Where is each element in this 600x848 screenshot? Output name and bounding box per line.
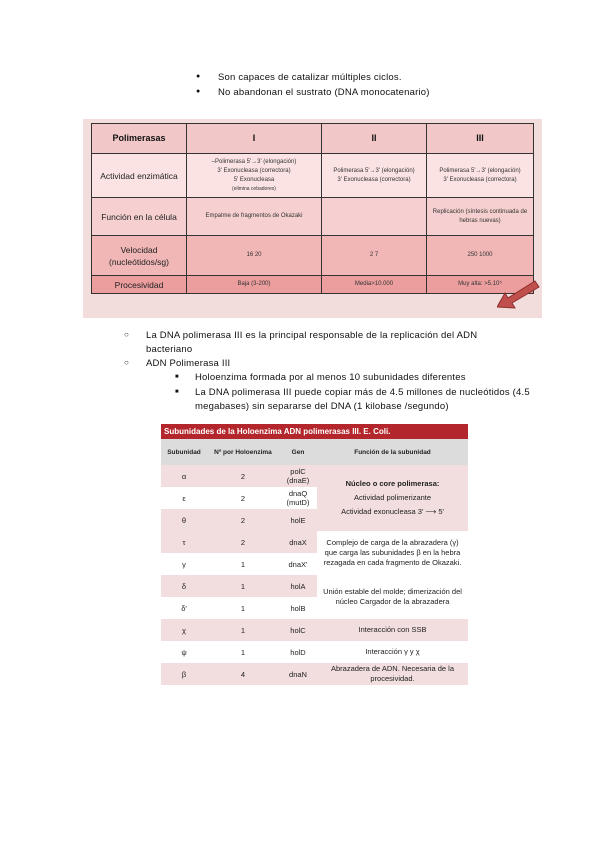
t1-cell-line: Muy alta: >5.10⁵ (458, 281, 502, 287)
t1-header-pol-i: I (187, 124, 322, 154)
t1-cell-line: 250 1000 (467, 252, 493, 258)
t1-cell (322, 236, 427, 276)
circle-item-1: ○ La DNA polimerasa III es la principal responsable de la replicación del ADN (146, 330, 477, 341)
t2-count: 1 (207, 575, 279, 597)
t1-cell (427, 236, 534, 276)
t1-cell-line: (elimina cebadores) (232, 185, 276, 192)
subunits-table-title: Subunidades de la Holoenzima ADN polimerasas III. E. Coli. (161, 424, 468, 439)
t2-subunit: α (161, 465, 207, 487)
t2-function-chi: Interacción con SSB (317, 619, 468, 641)
t1-header-pol-iii: III (427, 124, 534, 154)
t2-header-count: Nº por Holoenzima (207, 439, 279, 465)
t1-cell (322, 154, 427, 198)
t2-subunit: θ (161, 509, 207, 531)
t2-header-subunit: Subunidad (161, 439, 207, 465)
subunits-table (161, 439, 468, 685)
t1-header-label: Polimerasas (92, 124, 187, 154)
t1-row-label: Actividad enzimática (92, 154, 187, 198)
t2-subunit: τ (161, 531, 207, 553)
t2-gene: dnaQ (mutD) (279, 487, 317, 509)
t2-count: 2 (207, 487, 279, 509)
t2-gene: dnaX' (279, 553, 317, 575)
t1-cell (427, 154, 534, 198)
square-item-2-cont: megabases) sin separarse del DNA (1 kilobase /segundo) (195, 401, 449, 412)
intro-bullet-1: ● Son capaces de catalizar múltiples ciclos. (218, 72, 402, 83)
t1-cell (187, 276, 322, 294)
t1-cell-line: 3' Exonucleasa (correctora) (217, 167, 291, 174)
t2-gene: polC (dnaE) (279, 465, 317, 487)
t2-subunit: ε (161, 487, 207, 509)
t2-function-psi: Interacción γ y χ (317, 641, 468, 663)
polymerase-comparison-image (83, 119, 542, 318)
t1-header-pol-ii: II (322, 124, 427, 154)
arrow-icon (497, 279, 542, 311)
subunits-table-image (161, 424, 468, 696)
t2-gene: holE (279, 509, 317, 531)
t1-cell-line: Empalme de fragmentos de Okazaki (205, 213, 303, 219)
polymerase-comparison-table (91, 123, 534, 294)
t1-cell-line: –Polimerasa 5'→3' (elongación) (211, 158, 297, 165)
t1-cell-line: Replicación (síntesis continuada de (432, 208, 528, 215)
t1-cell-line: Polimerasa 5'→3' (elongación) (333, 167, 415, 174)
t1-row-label: Procesividad (92, 276, 187, 294)
core-title: Núcleo o core polimerasa: (345, 479, 440, 488)
t2-subunit: δ' (161, 597, 207, 619)
t1-cell (187, 236, 322, 276)
t1-cell (427, 198, 534, 236)
t2-subunit: χ (161, 619, 207, 641)
t2-gene: holB (279, 597, 317, 619)
t2-gene: dnaN (279, 663, 317, 685)
t1-cell (187, 154, 322, 198)
t2-gene: holD (279, 641, 317, 663)
square-item-1: ■ Holoenzima formada por al menos 10 subunidades diferentes (195, 372, 466, 383)
t2-count: 1 (207, 619, 279, 641)
t2-subunit: δ (161, 575, 207, 597)
t2-count: 2 (207, 509, 279, 531)
t1-row-label: Función en la célula (92, 198, 187, 236)
t1-cell-line: Polimerasa 5'→3' (elongación) (439, 167, 521, 174)
t1-cell-line: hebras nuevas) (459, 217, 501, 224)
square-item-2: ■ La DNA polimerasa III puede copiar más de 4.5 millones de nucleótidos (4.5 (195, 387, 530, 398)
t1-cell (322, 198, 427, 236)
t2-count: 1 (207, 641, 279, 663)
t2-count: 4 (207, 663, 279, 685)
t1-cell-line: 2 7 (369, 252, 379, 258)
t2-count: 2 (207, 531, 279, 553)
t1-cell-line: 3' Exonucleasa (correctora) (337, 176, 411, 183)
t2-header-function: Función de la subunidad (317, 439, 468, 465)
t2-count: 1 (207, 597, 279, 619)
intro-bullet-2: ● No abandonan el sustrato (DNA monocatenario) (218, 87, 430, 98)
t1-cell (322, 276, 427, 294)
t2-count: 2 (207, 465, 279, 487)
t1-cell-line: 5' Exonucleasa (233, 176, 275, 183)
t1-cell-line: Media>10.000 (354, 281, 394, 287)
t2-function-beta: Abrazadera de ADN. Necesaria de la procesividad. (317, 663, 468, 685)
t1-cell-line: 3' Exonucleasa (correctora) (443, 176, 517, 183)
t2-function-clamp-loader: Complejo de carga de la abrazadera (γ) que carga las subunidades β en la hebra rezagada en cada fragmento de Okazaki. (317, 531, 468, 575)
circle-item-1-cont: bacteriano (146, 344, 193, 355)
circle-item-2: ○ ADN Polimerasa III (146, 358, 230, 369)
t2-gene: holC (279, 619, 317, 641)
core-line-2: Actividad exonucleasa 3' ⟶ 5' (341, 507, 444, 516)
t2-subunit: γ (161, 553, 207, 575)
t1-cell-line: 16 20 (246, 252, 262, 258)
t2-gene: holA (279, 575, 317, 597)
t2-gene: dnaX (279, 531, 317, 553)
t2-function-core (317, 465, 468, 531)
t2-subunit: β (161, 663, 207, 685)
t1-row-label: Velocidad (nucleótidos/sg) (92, 236, 187, 276)
t1-cell-line: Baja (3-200) (237, 281, 271, 287)
t2-subunit: ψ (161, 641, 207, 663)
core-line-1: Actividad polimerizante (353, 493, 432, 502)
t2-function-delta: Unión estable del molde; dimerización del núcleo Cargador de la abrazadera (317, 575, 468, 619)
t1-cell (187, 198, 322, 236)
t2-count: 1 (207, 553, 279, 575)
t2-header-gene: Gen (279, 439, 317, 465)
